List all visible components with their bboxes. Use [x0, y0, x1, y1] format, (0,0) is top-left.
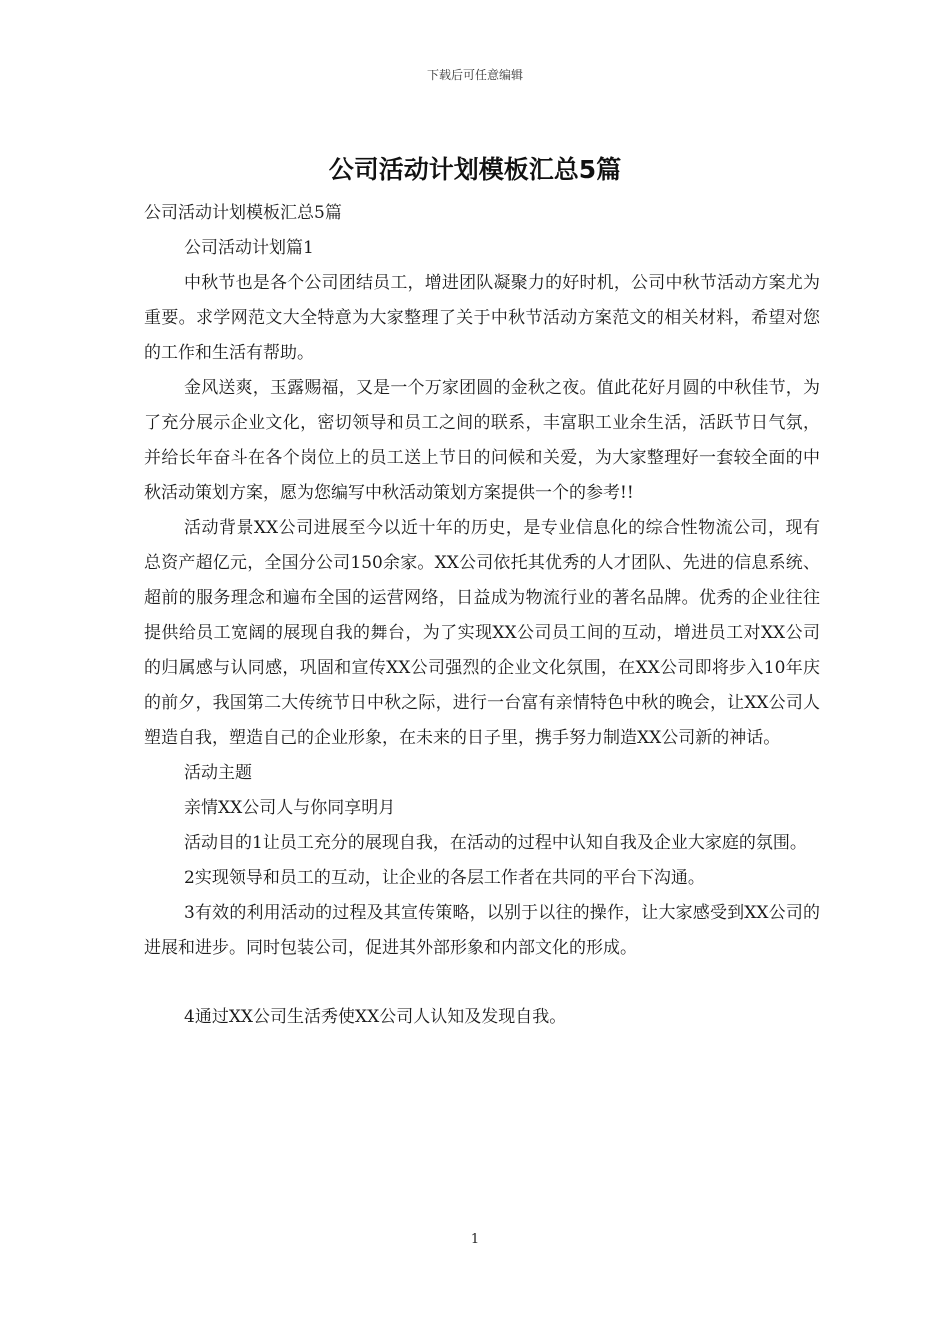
page-number: 1 — [470, 1232, 480, 1247]
blank-line — [144, 966, 820, 1000]
paragraph: 活动目的1让员工充分的展现自我，在活动的过程中认知自我及企业大家庭的氛围。 — [184, 833, 807, 853]
paragraph: 4通过XX公司生活秀使XX公司人认知及发现自我。 — [184, 1007, 567, 1027]
paragraph: 3有效的利用活动的过程及其宣传策略，以别于以往的操作，让大家感受到XX公司的进展和进步。同时包装公司，促进其外部形象和内部文化的形成。 — [144, 903, 820, 958]
paragraph: 活动背景XX公司进展至今以近十年的历史，是专业信息化的综合性物流公司，现有总资产超亿元，全国分公司150余家。XX公司依托其优秀的人才团队、先进的信息系统、超前的服务理念和遍布全国的运营网络，日益成为物流行业的著名品牌。优秀的企业往往提供给员工宽阔的展现自我的舞台，为了实现XX公司员工间的互动，增进员工对XX公司的归属感与认同感，巩固和宣传XX公司强烈的企业文化氛围，在XX公司即将步入10年庆的前夕，我国第二大传统节日中秋之际，进行一台富有亲情特色中秋的晚会，让XX公司人塑造自我，塑造自己的企业形象，在未来的日子里，携手努力制造XX公司新的神话。 — [144, 518, 820, 748]
section-heading: 公司活动计划篇1 — [184, 238, 314, 258]
paragraph: 2实现领导和员工的互动，让企业的各层工作者在共同的平台下沟通。 — [184, 868, 705, 888]
paragraph: 亲情XX公司人与你同享明月 — [184, 798, 396, 818]
paragraph-heading: 活动主题 — [184, 763, 252, 783]
document-title: 公司活动计划模板汇总5篇 — [328, 155, 622, 184]
document-body — [144, 196, 820, 1035]
paragraph: 中秋节也是各个公司团结员工，增进团队凝聚力的好时机，公司中秋节活动方案尤为重要。求学网范文大全特意为大家整理了关于中秋节活动方案范文的相关材料，希望对您的工作和生活有帮助。 — [144, 273, 820, 363]
paragraph: 金风送爽，玉露赐福，又是一个万家团圆的金秋之夜。值此花好月圆的中秋佳节，为了充分展示企业文化，密切领导和员工之间的联系，丰富职工业余生活，活跃节日气氛，并给长年奋斗在各个岗位上的员工送上节日的问候和关爱，为大家整理好一套较全面的中秋活动策划方案，愿为您编写中秋活动策划方案提供一个的参考!! — [144, 378, 820, 503]
document-subtitle: 公司活动计划模板汇总5篇 — [144, 203, 342, 223]
header-note: 下载后可任意编辑 — [426, 68, 523, 82]
